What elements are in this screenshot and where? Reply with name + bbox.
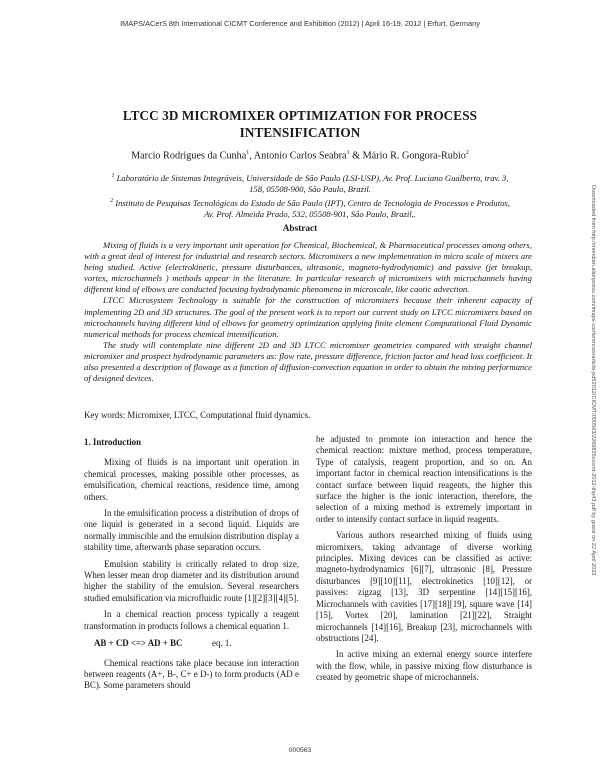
author-affiliation-mark: 2 bbox=[465, 150, 469, 156]
equation-body: AB + CD <=> AD + BC bbox=[94, 638, 183, 649]
abstract-paragraph: The study will contemplate nine different 2D and 3D LTCC micromixer geometries compared with straight channel micromixer and prospect hydrodynamic parameters as: flow rate, pressure difference, friction factor and head loss coefficient. It also presented a description of flowage as a function of diffusion-convection equation in order to obtain the mixing performance of designed devices. bbox=[84, 339, 532, 384]
affiliation bbox=[110, 171, 510, 195]
author-name: Mário R. Gongora-Rubio bbox=[362, 150, 466, 162]
body-paragraph: Mixing of fluids is na important unit operation in chemical processes, making possible other processes, as emulsification, chemical reactions, residence time, among others. bbox=[84, 457, 299, 502]
abstract-paragraph: Mixing of fluids is a very important unit operation for Chemical, Biochemical, & Pharmaceutical processes among others, with a great deal of interest for industrial and research sectors. Micromixers a new implementation in micro scale of mixers are being studied. Active (electrokinetic, pressure disturbances, ultrasonic, magneto-hydrodynamic) and passive (jet breakup, vortex, microchannels ) methods appear in the literature. In particular research of micromixers with microchannels having different kind of elbows are conducted focusing hydrodynamic phenomena in microscale, like caotic advection. bbox=[84, 240, 532, 295]
section-heading: 1. Introduction bbox=[84, 437, 142, 447]
affiliation bbox=[110, 196, 510, 220]
author-affiliation-mark: 1 bbox=[346, 150, 350, 156]
keywords: Key words: Micromixer, LTCC, Computational fluid dynamics. bbox=[84, 410, 311, 420]
body-paragraph: In active mixing an external energy source interfere with the flow, while, in passive mixing flow disturbance is created by geometric shape of microchannels. bbox=[316, 649, 532, 683]
author-separator: & bbox=[349, 150, 363, 162]
author-separator: , bbox=[249, 150, 254, 162]
affiliation-mark: 2 bbox=[110, 198, 114, 204]
paper-title: LTCC 3D MICROMIXER OPTIMIZATION FOR PROCESS INTENSIFICATION bbox=[122, 108, 478, 140]
author-name: Marcio Rodrigues da Cunha bbox=[131, 150, 247, 162]
body-paragraph: In the emulsification process a distribution of drops of one liquid is generated in a second liquid. Liquids are normally immiscible and the emulsion distribution display a stability time, afterwards phase separation occurs. bbox=[84, 508, 299, 553]
affiliation-mark: 1 bbox=[111, 173, 115, 179]
body-paragraph: In a chemical reaction process typically a reagent transformation in products follows a chemical equation 1. bbox=[84, 609, 299, 631]
abstract-paragraph: LTCC Microsystem Technology is suitable for the construction of micromixers because their inherent capacity of implementing 2D and 3D structures. The goal of the present work is to report our current study on LTCC micromixers based on microchannels having different kind of elbows for geometry optimization applying finite element Computational Fluid Dynamic numerical methods for process chemical intensification. bbox=[84, 295, 532, 339]
equation bbox=[84, 638, 299, 649]
body-paragraph: Chemical reactions take place because ion interaction between reagents (A+, B-, C+ e D-) to form products (AD e BC). Some parameters should bbox=[84, 657, 299, 691]
body-paragraph: Emulsion stability is critically related to drop size, When lesser mean drop diameter and its distribution around higher the stability of the emulsion. Several researchers studied emulsification via microfluidic route [1][2][3][4][5]. bbox=[84, 558, 299, 603]
download-side-note: Downloaded from http://meridian.allenpress.com/imaps-conferences/article-pdf/2012/CICMT/000563/2269835/cicmt-2012-thp43.pdf by guest on 22 April 2023 bbox=[590, 185, 596, 576]
affiliation-text: Instituto de Pesquisas Tecnológicas do Estado de São Paulo (IPT), Centro de Tecnologia de Processos e Produtos, Av. Prof. Almeida Prado, 532, 05508-901, São Paulo, Brazil,. bbox=[115, 197, 510, 220]
equation-label: eq. 1. bbox=[212, 638, 232, 649]
affiliation-text: Laboratório de Sistemas Integráveis, Universidade de São Paulo (LSI-USP), Av. Prof. Luciano Gualberto, trav. 3, 158, 05508-900, São Paulo, Brazil. bbox=[116, 172, 509, 195]
conference-header: IMAPS/ACerS 8th International CICMT Conference and Exhibition (2012) | April 16-19, 2012 | Erfurt, Germany bbox=[120, 19, 480, 28]
author-list bbox=[60, 150, 540, 161]
abstract-body bbox=[84, 240, 532, 384]
author-affiliation-mark: 1 bbox=[246, 150, 250, 156]
page-number: 000563 bbox=[288, 747, 312, 754]
abstract-heading: Abstract bbox=[282, 224, 318, 234]
body-paragraph: Various authors researched mixing of fluids using micromixers, taking advantage of diverse working principles. Mixing devices can be classified as active: magneto-hydrodynamics [6][7], ultrasonic [8], Pressure disturbances [9][10][11], electrokinetics [10][12], or passives: zigzag [13], 3D serpentine [14][15][16], Microchannels with cavities [17][18][19], square wave [14][15], Vortex [20], lamination [21][22], Straight microchannels [14][16], Breakup [23], microchannels with obstructions [24]. bbox=[316, 530, 532, 643]
left-column bbox=[84, 437, 299, 697]
body-paragraph: be adjusted to promote ion interaction and hence the chemical reaction: mixture method, process temperature, Type of catalysis, reagent proportion, and so on. An important factor in chemical reaction intensifications is the contact surface between liquid reagents, the higher this surface the higher is the ionic interaction, therefore, the selection of a mixing method is extremely important in order to intensify contact surface in liquid reagents. bbox=[316, 434, 532, 524]
author-name: Antonio Carlos Seabra bbox=[253, 150, 347, 162]
right-column bbox=[316, 434, 532, 689]
